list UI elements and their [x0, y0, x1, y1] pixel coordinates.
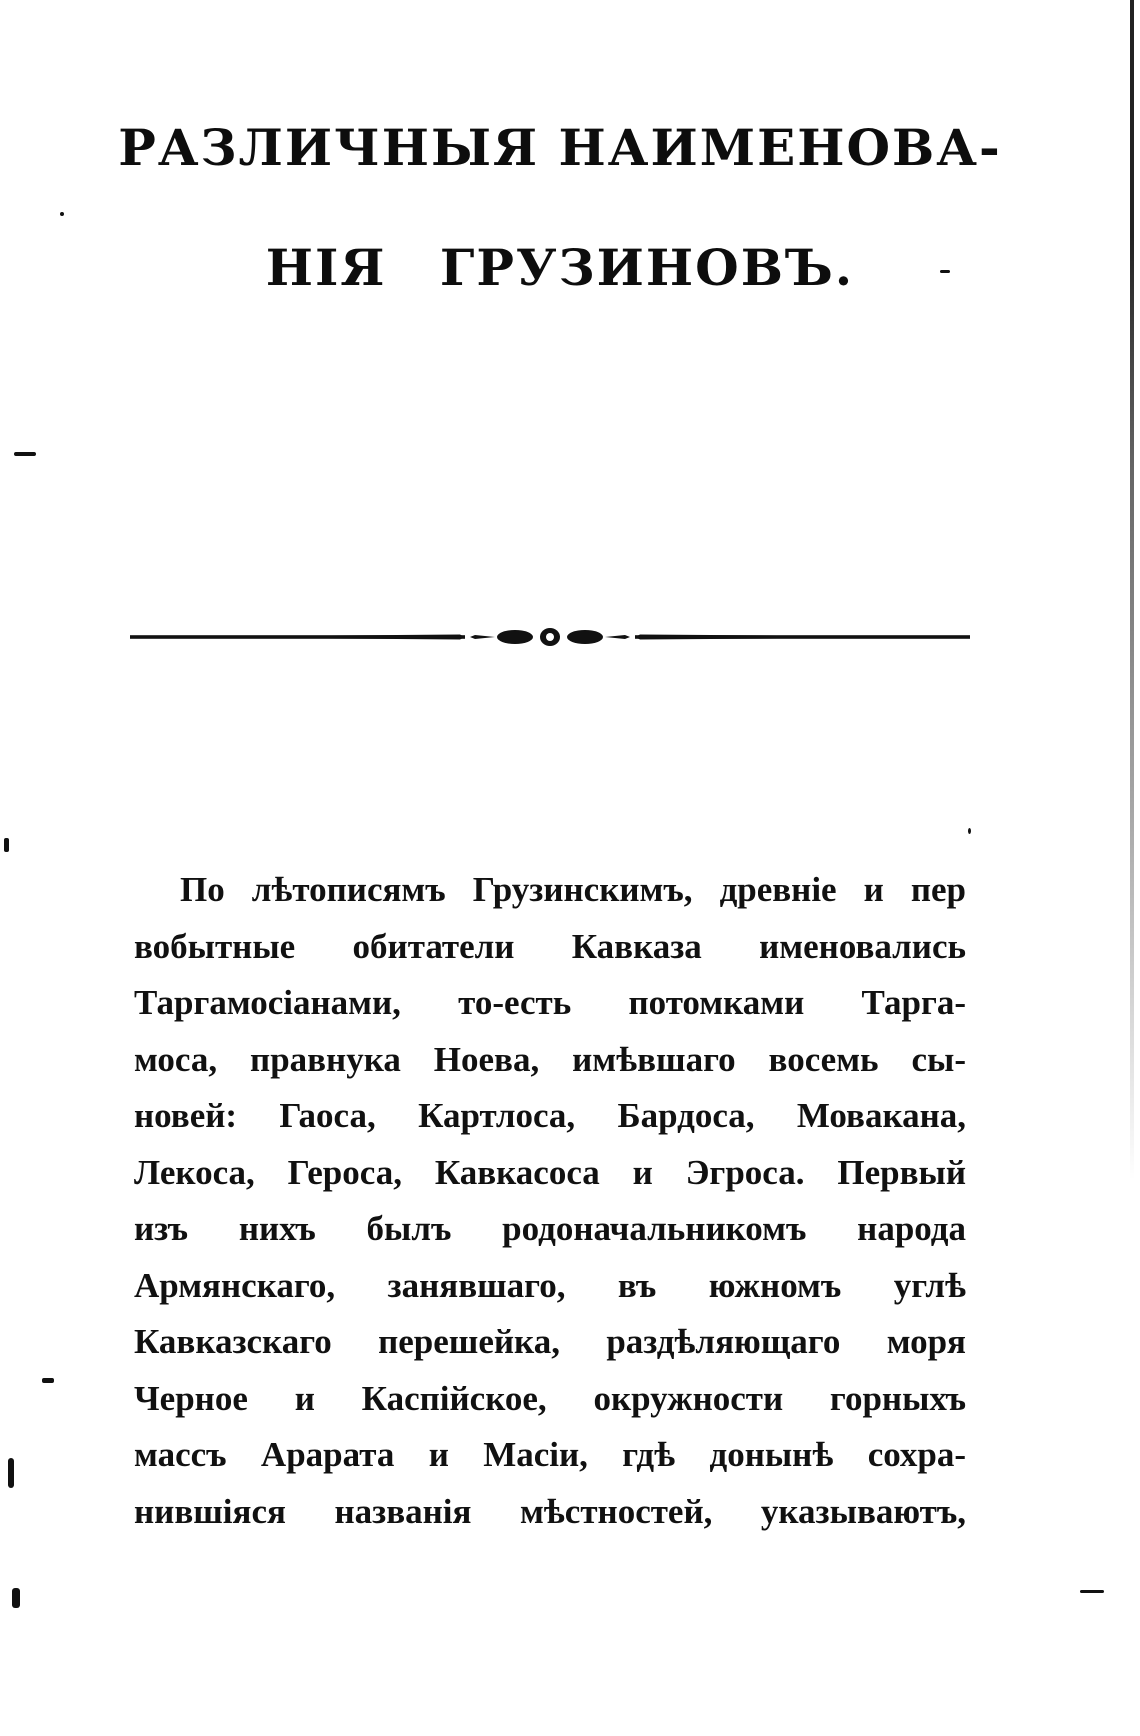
scan-speck — [60, 212, 64, 216]
scan-speck — [12, 1588, 20, 1608]
scan-speck — [4, 838, 9, 852]
scan-speck — [940, 270, 950, 273]
chapter-title-line-2: НІЯ ГРУЗИНОВЪ. — [265, 238, 855, 297]
text-line: новей: Гаоса, Картлоса, Бардоса, Мовакана, — [134, 1096, 966, 1135]
scan-speck — [8, 1458, 14, 1488]
scan-speck — [968, 828, 971, 834]
text-line: Таргамосіанами, то-есть потомками Тарга- — [134, 983, 966, 1022]
scan-speck — [42, 1378, 54, 1383]
scan-speck — [1080, 1590, 1104, 1593]
chapter-title-line-1: РАЗЛИЧНЫЯ НАИМЕНОВА- — [118, 118, 1002, 177]
decorative-divider-ornament — [130, 622, 970, 652]
text-line: нившіяся названія мѣстностей, указываютъ, — [134, 1491, 966, 1531]
text-line: массъ Арарата и Масіи, гдѣ донынѣ сохра- — [134, 1435, 966, 1474]
text-line: Кавказскаго перешейка, раздѣляющаго моря — [134, 1322, 966, 1361]
scan-speck — [14, 452, 36, 456]
body-text — [134, 862, 966, 1540]
text-line: моса, правнука Ноева, имѣвшаго восемь сы- — [134, 1039, 966, 1079]
text-line: По лѣтописямъ Грузинскимъ, древніе и пер — [180, 870, 966, 909]
text-line: вобытные обитатели Кавказа именовались — [134, 926, 966, 966]
text-line: Армянскаго, занявшаго, въ южномъ углѣ — [134, 1265, 966, 1305]
page-binding-edge — [1130, 0, 1134, 1180]
text-line: Лекоса, Героса, Кавкасоса и Эгроса. Первый — [134, 1152, 966, 1192]
text-line: Черное и Каспійское, окружности горныхъ — [134, 1378, 966, 1418]
text-line: изъ нихъ былъ родоначальникомъ народа — [134, 1209, 966, 1248]
